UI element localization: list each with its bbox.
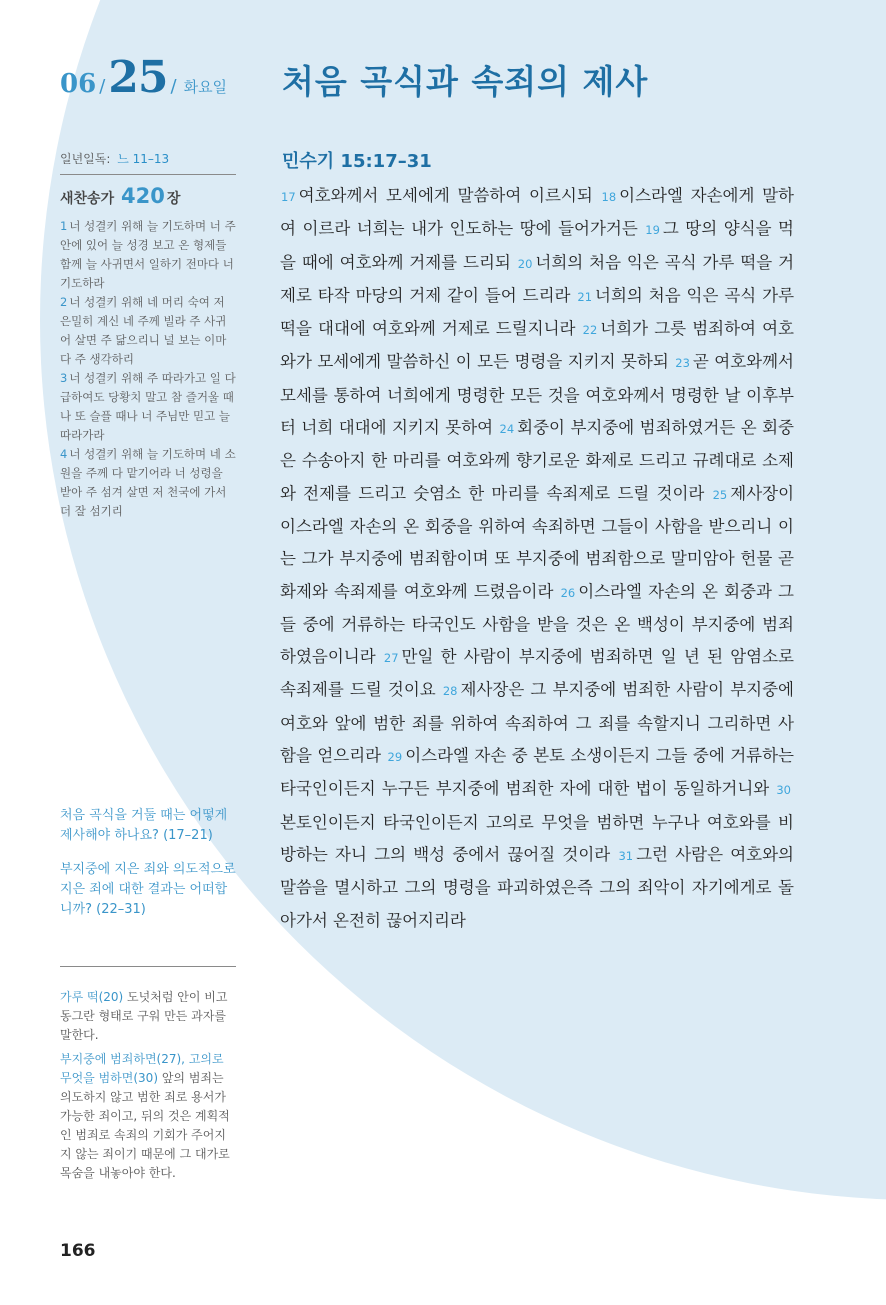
scripture-text [280, 180, 794, 937]
glossary-text: 앞의 범죄는 의도하지 않고 범한 죄로 용서가 가능한 죄이고, 뒤의 것은 계획적인 범죄로 속죄의 기회가 주어지지 않는 죄이기 때문에 그 대가로 목숨을 내놓아야 한다. [60, 1071, 230, 1180]
verse-text: 회중이 부지중에 범죄하였거든 온 회중은 수송아지 한 마리를 여호와께 향기로운 화제로 드리고 규례대로 소제와 전제를 드리고 숫염소 한 마리를 속죄제로 드릴 것이라 [280, 418, 794, 503]
verse-text: 이스라엘 자손 중 본토 소생이든지 그들 중에 거류하는 타국인이든지 누구든 부지중에 범죄한 자에 대한 법이 동일하거니와 [280, 746, 794, 799]
glossary-note [60, 1050, 236, 1183]
reading-plan [60, 150, 236, 167]
reading-plan-label: 일년일독: [60, 152, 111, 166]
hymn-verse-number: 2 [60, 295, 68, 309]
study-question: 부지중에 지은 죄와 의도적으로 지은 죄에 대한 결과는 어떠합니까? (22–31) [60, 862, 236, 917]
glossary-notes [60, 988, 236, 1188]
hymn-verse [60, 293, 236, 369]
verse-number: 28 [442, 684, 458, 699]
hymn-verse [60, 217, 236, 293]
page-number: 166 [60, 1241, 96, 1261]
verse-number: 17 [281, 190, 296, 204]
date-month: 06 [60, 69, 97, 99]
verse-text: 제사장이 이스라엘 자손의 온 회중을 위하여 속죄하면 그들이 사함을 받으리니 이는 그가 부지중에 범죄함이며 또 부지중에 범죄함으로 말미암아 헌물 곧 화제와 속죄제를 여호와께 드렸음이라 [280, 483, 795, 601]
date-separator: / [170, 76, 177, 97]
verse-text: 너희가 그릇 범죄하여 여호와가 모세에게 말씀하신 이 모든 명령을 지키지 못하되 [280, 319, 794, 372]
date-separator: / [99, 76, 106, 97]
hymn-verse-number: 1 [60, 219, 68, 233]
glossary-note [60, 988, 236, 1045]
study-questions [60, 806, 236, 934]
verse-number: 20 [517, 256, 533, 271]
verse-number: 30 [776, 783, 791, 798]
verse-text: 너희의 처음 익은 곡식 가루 떡을 거제로 타작 마당의 거제 같이 들어 드리라 [280, 252, 795, 305]
reading-plan-reference: 느 11–13 [117, 152, 170, 166]
date-day: 25 [108, 52, 168, 103]
divider [60, 966, 236, 967]
study-question: 처음 곡식을 거둘 때는 어떻게 제사해야 하나요? (17–21) [60, 808, 228, 843]
hymn-verse-text: 너 성결키 위해 늘 기도하며 너 주 안에 있어 늘 성경 보고 온 형제들 함께 늘 사귀면서 일하기 전마다 너 기도하라 [60, 219, 236, 290]
verse-text: 여호와께서 모세에게 말씀하여 이르시되 [298, 186, 593, 205]
hymn-title [60, 184, 236, 208]
verse-text: 너희의 처음 익은 곡식 가루 떡을 대대에 여호와께 거제로 드릴지니라 [280, 285, 795, 339]
verse-number: 19 [645, 223, 660, 238]
verse-number: 18 [601, 190, 617, 204]
glossary-text: 도넛처럼 안이 비고 동그란 형태로 구워 만든 과자를 말한다. [60, 990, 228, 1042]
hymn-prefix: 새찬송가 [60, 191, 115, 207]
verse-number: 26 [560, 585, 576, 600]
verse-number: 24 [499, 422, 515, 437]
hymn-verse-number: 3 [60, 371, 68, 385]
hymn-verse [60, 445, 236, 521]
glossary-term: 부지중에 범죄하면(27), 고의로 무엇을 범하면(30) [60, 1052, 224, 1085]
hymn-suffix: 장 [166, 191, 181, 207]
date-header [60, 52, 227, 103]
verse-number: 21 [577, 289, 593, 304]
verse-text: 그런 사람은 여호와의 말씀을 멸시하고 그의 명령을 파괴하였은즉 그의 죄악이 자기에게로 돌아가서 온전히 끊어지리라 [280, 844, 795, 930]
divider [60, 174, 236, 175]
hymn-verse-text: 너 성결키 위해 주 따라가고 일 다급하여도 당황치 말고 참 즐거울 때나 또 슬플 때나 너 주님만 믿고 늘 따라가라 [60, 371, 236, 442]
hymn-number: 420 [120, 184, 165, 208]
verse-text: 본토인이든지 타국인이든지 고의로 무엇을 범하면 누구나 여호와를 비방하는 자니 그의 백성 중에서 끊어질 것이라 [280, 812, 794, 864]
verse-number: 23 [675, 356, 690, 371]
hymn-verse-number: 4 [60, 447, 68, 461]
page-title: 처음 곡식과 속죄의 제사 [282, 62, 649, 101]
scripture-reference: 민수기 15:17–31 [282, 151, 432, 172]
verse-text: 이스라엘 자손의 온 회중과 그들 중에 거류하는 타국인도 사함을 받을 것은 온 백성이 부지중에 범죄하였음이니라 [280, 581, 794, 667]
verse-text: 제사장은 그 부지중에 범죄한 사람이 부지중에 여호와 앞에 범한 죄를 위하여 속죄하여 그 죄를 속할지니 그리하면 사함을 얻으리라 [280, 680, 794, 766]
hymn-verse [60, 369, 236, 445]
hymn-verse-text: 너 성결키 위해 네 머리 숙여 저 은밀히 계신 네 주께 빌라 주 사귀어 살면 주 닮으리니 널 보는 이마다 주 생각하리 [60, 295, 227, 366]
verse-text: 그 땅의 양식을 먹을 때에 여호와께 거제를 드리되 [280, 219, 794, 272]
verse-number: 22 [582, 323, 598, 338]
hymn-lyrics [60, 217, 236, 521]
verse-text: 곧 여호와께서 모세를 통하여 너희에게 명령한 모든 것을 여호와께서 명령한 날 이후부터 너희 대대에 지키지 못하여 [280, 352, 794, 438]
verse-number: 25 [712, 487, 728, 502]
verse-number: 27 [383, 651, 399, 666]
verse-number: 31 [618, 848, 634, 863]
verse-number: 29 [387, 750, 403, 765]
verse-text: 이스라엘 자손에게 말하여 이르라 너희는 내가 인도하는 땅에 들어가거든 [280, 186, 794, 239]
date-weekday: 화요일 [183, 78, 228, 96]
hymn-verse-text: 너 성결키 위해 늘 기도하며 네 소원을 주께 다 맡기어라 너 성령을 받아 주 섬겨 살면 저 천국에 가서 더 잘 섬기리 [60, 447, 236, 518]
verse-text: 만일 한 사람이 부지중에 범죄하면 일 년 된 암염소로 속죄제를 드릴 것이요 [280, 647, 794, 700]
glossary-term: 가루 떡(20) [60, 990, 124, 1004]
